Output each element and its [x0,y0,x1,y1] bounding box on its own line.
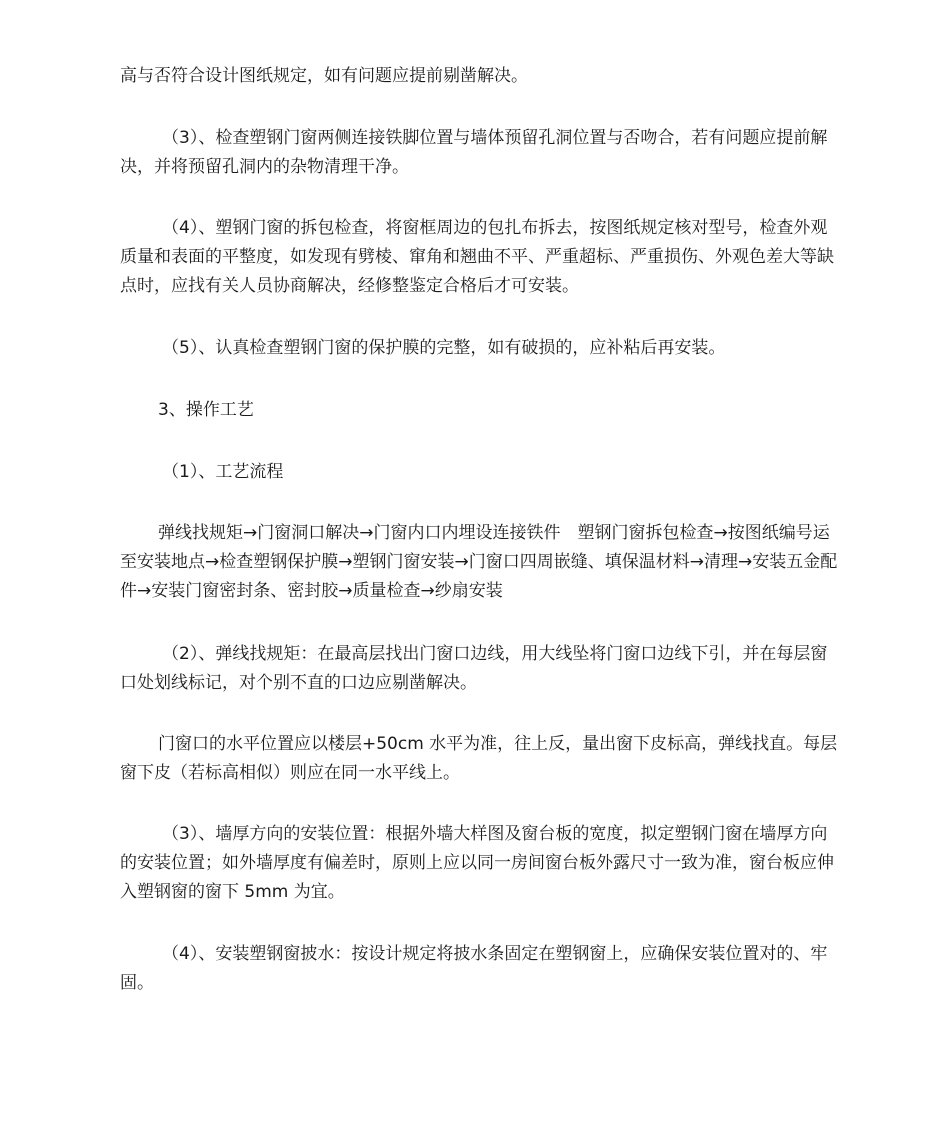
paragraph-item-4-drip-cap: （4）、安装塑钢窗披水：按设计规定将披水条固定在塑钢窗上，应确保安装位置对的、牢固。 [120,944,828,993]
paragraph-item-2-layout: （2）、弹线找规矩：在最高层找出门窗口边线，用大线坠将门窗口边线下引，并在每层窗口处划线标记，对个别不直的口边应剔凿解决。 [120,644,828,693]
paragraph-item-4: （4）、塑钢门窗的拆包检查，将窗框周边的包扎布拆去，按图纸规定核对型号，检查外观质量和表面的平整度，如发现有劈棱、窜角和翘曲不平、严重超标、严重损伤、外观色差大等缺点时，应找有关人员协商解决，经修整鉴定合格后才可安装。 [120,218,834,296]
section-heading-operation: 3、操作工艺 [158,400,254,420]
paragraph-item-3: （3）、检查塑钢门窗两侧连接铁脚位置与墙体预留孔洞位置与否吻合，若有问题应提前解决，并将预留孔洞内的杂物清理干净。 [120,128,828,177]
paragraph-continuation: 高与否符合设计图纸规定，如有问题应提前剔凿解决。 [120,66,528,86]
paragraph-process-flow: 弹线找规矩→门窗洞口解决→门窗内口内埋设连接铁件 塑钢门窗拆包检查→按图纸编号运至安装地点→检查塑钢保护膜→塑钢门窗安装→门窗口四周嵌缝、填保温材料→清理→安装五金配件→安装门窗密封条、密封胶→质量检查→纱扇安装 [120,523,838,601]
paragraph-item-3-wall-thickness: （3）、墙厚方向的安装位置：根据外墙大样图及窗台板的宽度，拟定塑钢门窗在墙厚方向的安装位置；如外墙厚度有偏差时，原则上应以同一房间窗台板外露尺寸一致为准，窗台板应伸入塑钢窗的窗下 5mm 为宜。 [120,824,834,902]
paragraph-item-5: （5）、认真检查塑钢门窗的保护膜的完整，如有破损的，应补粘后再安装。 [162,338,726,358]
paragraph-process-heading: （1）、工艺流程 [162,462,284,482]
paragraph-horizontal-position: 门窗口的水平位置应以楼层+50cm 水平为准，往上反，量出窗下皮标高，弹线找直。每层窗下皮（若标高相似）则应在同一水平线上。 [120,734,838,783]
